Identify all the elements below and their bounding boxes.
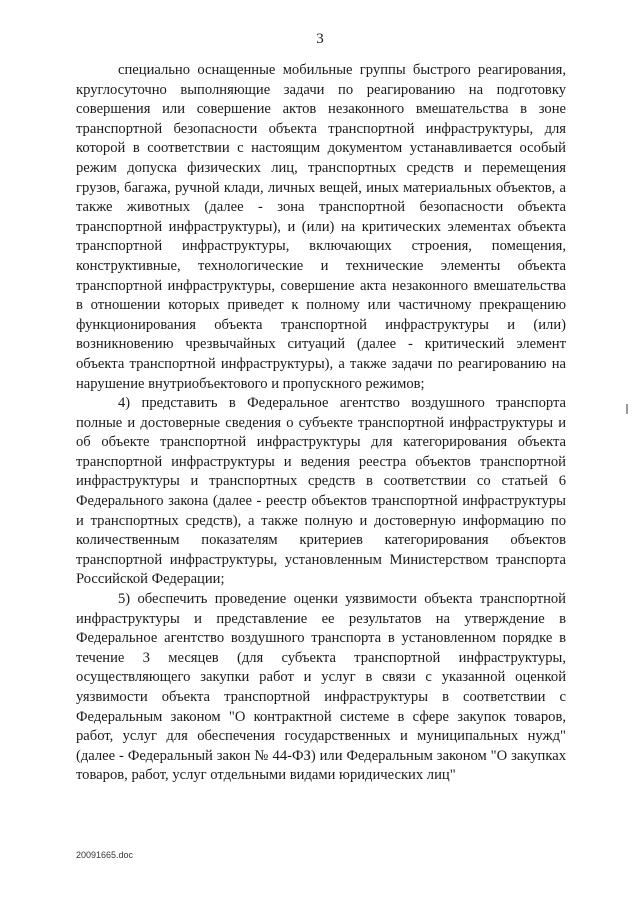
margin-mark: [626, 404, 628, 414]
paragraph-continuation: специально оснащенные мобильные группы быстрого реагирования, круглосуточно выполняющие задачи по реагированию на подготовку совершения или совершение актов незаконного вмешательства в зоне транспортной безопасности объекта транспортной инфраструктуры, для которой в соответствии с настоящим документом устанавливается особый режим допуска физических лиц, транспортных средств и перемещения грузов, багажа, ручной клади, личных вещей, иных материальных объектов, а также животных (далее - зона транспортной безопасности объекта транспортной инфраструктуры), и (или) на критических элементах объекта транспортной инфраструктуры, включающих строения, помещения, конструктивные, технологические и технические элементы объекта транспортной инфраструктуры, совершение акта незаконного вмешательства в отношении которых приведет к полному или частичному прекращению функционирования объекта транспортной инфраструктуры и (или) возникновению чрезвычайных ситуаций (далее - критический элемент объекта транспортной инфраструктуры), а также задачи по реагированию на нарушение внутриобъектового и пропускного режимов;: [76, 62, 566, 392]
paragraph-item-5: 5) обеспечить проведение оценки уязвимости объекта транспортной инфраструктуры и представление ее результатов на утверждение в Федеральное агентство воздушного транспорта в установленном порядке в течение 3 месяцев (для субъекта транспортной инфраструктуры, осуществляющего закупки работ и услуг в связи с указанной оценкой уязвимости объекта транспортной инфраструктуры в соответствии с Федеральным законом "О контрактной системе в сфере закупок товаров, работ, услуг для обеспечения государственных и муниципальных нужд" (далее - Федеральный закон № 44-ФЗ) или Федеральным законом "О закупках товаров, работ, услуг отдельными видами юридических лиц": [76, 591, 566, 784]
footer-filename: 20091665.doc: [76, 850, 134, 860]
paragraph-item-4: 4) представить в Федеральное агентство воздушного транспорта полные и достоверные сведения о субъекте транспортной инфраструктуры и об объекте транспортной инфраструктуры для категорирования объекта транспортной инфраструктуры и ведения реестра объектов транспортной инфраструктуры и транспортных средств в соответствии со статьей 6 Федерального закона (далее - реестр объектов транспортной инфраструктуры и транспортных средств), а также полную и достоверную информацию по количественным показателям критериев категорирования объектов транспортной инфраструктуры, установленным Министерством транспорта Российской Федерации;: [76, 395, 566, 588]
document-body: [76, 61, 566, 786]
page-number: 3: [316, 31, 324, 47]
